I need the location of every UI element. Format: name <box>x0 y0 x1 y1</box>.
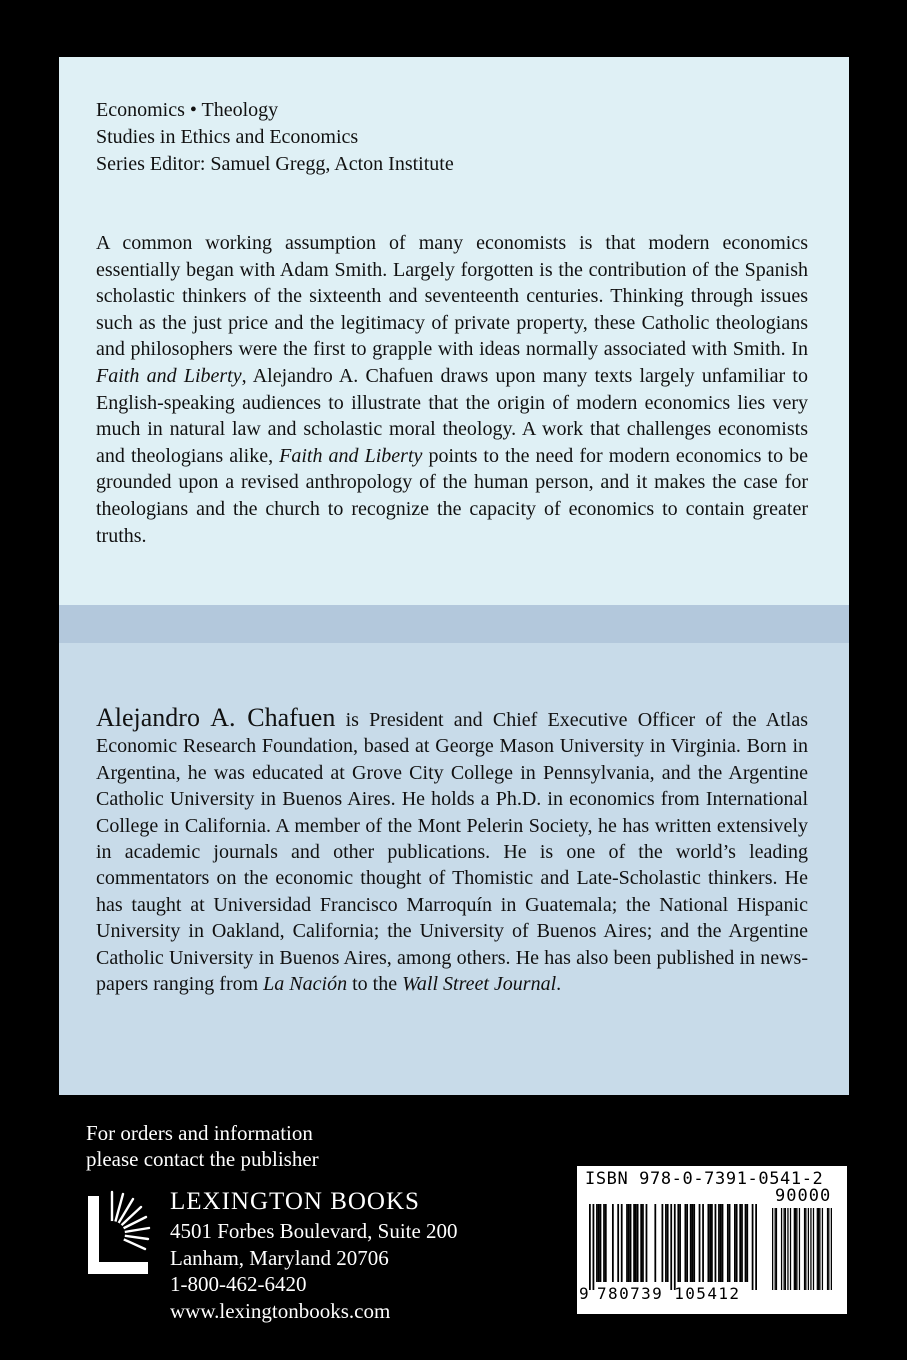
barcode-bar <box>739 1204 741 1282</box>
addon-bar <box>775 1208 776 1290</box>
barcode-bar <box>612 1204 614 1282</box>
barcode-bar <box>589 1204 591 1290</box>
newspaper-name: La Nación <box>263 973 348 996</box>
barcode-bar <box>642 1204 644 1282</box>
book-description <box>96 230 808 549</box>
barcode-bar <box>628 1204 630 1282</box>
barcode-bar <box>718 1204 720 1282</box>
barcode-bar <box>662 1204 664 1282</box>
subject-categories: Economics • Theology <box>96 99 279 121</box>
barcode-bar <box>752 1204 754 1290</box>
barcode-bar <box>640 1204 642 1282</box>
barcode-bar <box>746 1204 748 1282</box>
addon-bar <box>828 1208 829 1290</box>
barcode-bar <box>720 1204 722 1282</box>
barcode-bar <box>702 1204 704 1282</box>
barcode-bar <box>727 1204 729 1282</box>
addon-bar <box>783 1208 784 1290</box>
barcode-bar <box>617 1204 619 1282</box>
publisher-info <box>170 1186 458 1324</box>
bio-text-2: to the <box>347 973 403 996</box>
book-title-mention: Faith and Liberty <box>96 364 242 387</box>
barcode-bar <box>654 1204 656 1282</box>
addon-bar <box>808 1208 809 1290</box>
series-editor: Series Editor: Samuel Gregg, Acton Institute <box>96 153 454 175</box>
addon-bar <box>817 1208 818 1290</box>
barcode-bar <box>707 1204 709 1282</box>
orders-line-2: please contact the publisher <box>86 1147 319 1171</box>
isbn-label: ISBN 978-0-7391-0541-2 <box>585 1169 824 1189</box>
barcode-bar <box>605 1204 607 1282</box>
addon-bar <box>822 1208 823 1290</box>
barcode-bar <box>667 1204 669 1282</box>
ean-barcode-bars <box>589 1204 757 1290</box>
author-bio <box>96 705 808 997</box>
barcode-bar <box>686 1204 688 1282</box>
barcode-bar <box>690 1204 692 1282</box>
barcode-digits: 780739 105412 <box>597 1284 741 1303</box>
barcode-bar <box>715 1204 717 1282</box>
price-code: 90000 <box>775 1186 832 1206</box>
addon-bar <box>804 1208 805 1290</box>
barcode-bar <box>699 1204 701 1282</box>
publisher-address-2: Lanham, Maryland 20706 <box>170 1245 389 1270</box>
addon-bar <box>818 1208 819 1290</box>
addon-bar <box>813 1208 814 1290</box>
addon-bar <box>785 1208 786 1290</box>
barcode-bar <box>692 1204 694 1282</box>
barcode-bar <box>684 1204 686 1282</box>
barcode-bar <box>674 1204 676 1290</box>
barcode-bar <box>745 1204 747 1282</box>
addon-bar <box>787 1208 788 1290</box>
barcode-bar <box>729 1204 731 1282</box>
barcode-bar <box>734 1204 736 1282</box>
barcode-bar <box>679 1204 681 1282</box>
series-title: Studies in Ethics and Economics <box>96 126 359 148</box>
barcode-bar <box>596 1204 598 1282</box>
barcode-bar <box>603 1204 605 1282</box>
author-name: Alejandro A. Chafuen <box>96 703 336 732</box>
barcode-bar <box>593 1204 595 1290</box>
series-info <box>96 97 816 178</box>
book-title-mention: Faith and Liberty <box>279 444 423 467</box>
addon-bar <box>796 1208 797 1290</box>
addon-bar <box>799 1208 800 1290</box>
isbn-barcode <box>577 1166 847 1314</box>
barcode-bar <box>693 1204 695 1282</box>
addon-bar <box>827 1208 828 1290</box>
addon-barcode-bars <box>772 1208 832 1290</box>
addon-bar <box>776 1208 777 1290</box>
addon-bar <box>831 1208 832 1290</box>
addon-bar <box>819 1208 820 1290</box>
barcode-bar <box>630 1204 632 1282</box>
barcode-bar <box>665 1204 667 1282</box>
newspaper-name: Wall Street Journal <box>402 973 557 996</box>
addon-bar <box>772 1208 773 1290</box>
addon-bar <box>790 1208 791 1290</box>
publisher-name: LEXINGTON BOOKS <box>170 1188 420 1215</box>
addon-bar <box>795 1208 796 1290</box>
publisher-website: www.lexingtonbooks.com <box>170 1298 391 1323</box>
barcode-lead-digit: 9 <box>579 1284 589 1303</box>
barcode-bar <box>635 1204 637 1282</box>
barcode-bar <box>670 1204 672 1290</box>
description-text-3: points to the need for modern economics to be grounded upon a revised anthropology of the human person, and it makes the case for theologians and the church to recognize the capacity of economics to contain greater truths. <box>96 444 809 547</box>
description-text-1: A common working assumption of many economists is that modern economics essentially began with Adam Smith. Largely forgotten is the contribution of the Spanish scholastic thinkers of the sixteenth and seventeenth centuries. Thinking through issues such as the just price and the legitimacy of private property, these Catholic theologians and philosophers were the first to grapple with ideas normally associated with Smith. In <box>96 232 808 361</box>
orders-info <box>86 1120 319 1172</box>
barcode-bar <box>637 1204 639 1282</box>
bio-text-3: . <box>556 973 562 996</box>
addon-bar <box>781 1208 782 1290</box>
barcode-bar <box>755 1204 757 1290</box>
barcode-bar <box>646 1204 648 1282</box>
barcode-bar <box>677 1204 679 1282</box>
barcode-bar <box>598 1204 600 1282</box>
barcode-bar <box>621 1204 623 1282</box>
panel-divider <box>59 605 849 643</box>
barcode-bar <box>633 1204 635 1282</box>
barcode-bar <box>626 1204 628 1282</box>
barcode-bar <box>600 1204 602 1282</box>
orders-line-1: For orders and information <box>86 1121 313 1145</box>
addon-bar <box>810 1208 811 1290</box>
barcode-bar <box>709 1204 711 1282</box>
bio-text-1: is President and Chief Executive Officer of the Atlas Economic Research Foundation, based at George Mason University in Virginia. Born in Argentina, he was educated at Grove City College in Pennsylvania, and the Argentine Catholic University in Buenos Aires. He holds a Ph.D. in economics from International College in California. A member of the Mont Pelerin Society, he has written extensively in academic journals and other publications. He is one of the world’s leading commentators on the economic thought of Thomistic and Late-Scholastic thinkers. He has taught at Universidad Francisco Marroquín in Guatemala; the National Hispanic University in Oakland, California; the University of Buenos Aires; and the Argentine Catholic University in Buenos Aires, among others. He has also been published in newspapers ranging from <box>96 709 809 996</box>
publisher-address-1: 4501 Forbes Boulevard, Suite 200 <box>170 1219 458 1243</box>
publisher-logo-icon <box>88 1188 152 1274</box>
barcode-bar <box>711 1204 713 1282</box>
barcode-bar <box>722 1204 724 1282</box>
barcode-bar <box>736 1204 738 1282</box>
publisher-phone: 1-800-462-6420 <box>170 1272 307 1296</box>
addon-bar <box>794 1208 795 1290</box>
barcode-bar <box>741 1204 743 1282</box>
addon-bar <box>805 1208 806 1290</box>
description-text-2: , Alejandro A. Chafuen draws upon many texts largely unfamiliar to English-speaking audiences to illustrate that the origin of modern economics lies very much in natural law and scholastic moral theology. A work that challenges economists and theologians alike, <box>96 364 808 467</box>
